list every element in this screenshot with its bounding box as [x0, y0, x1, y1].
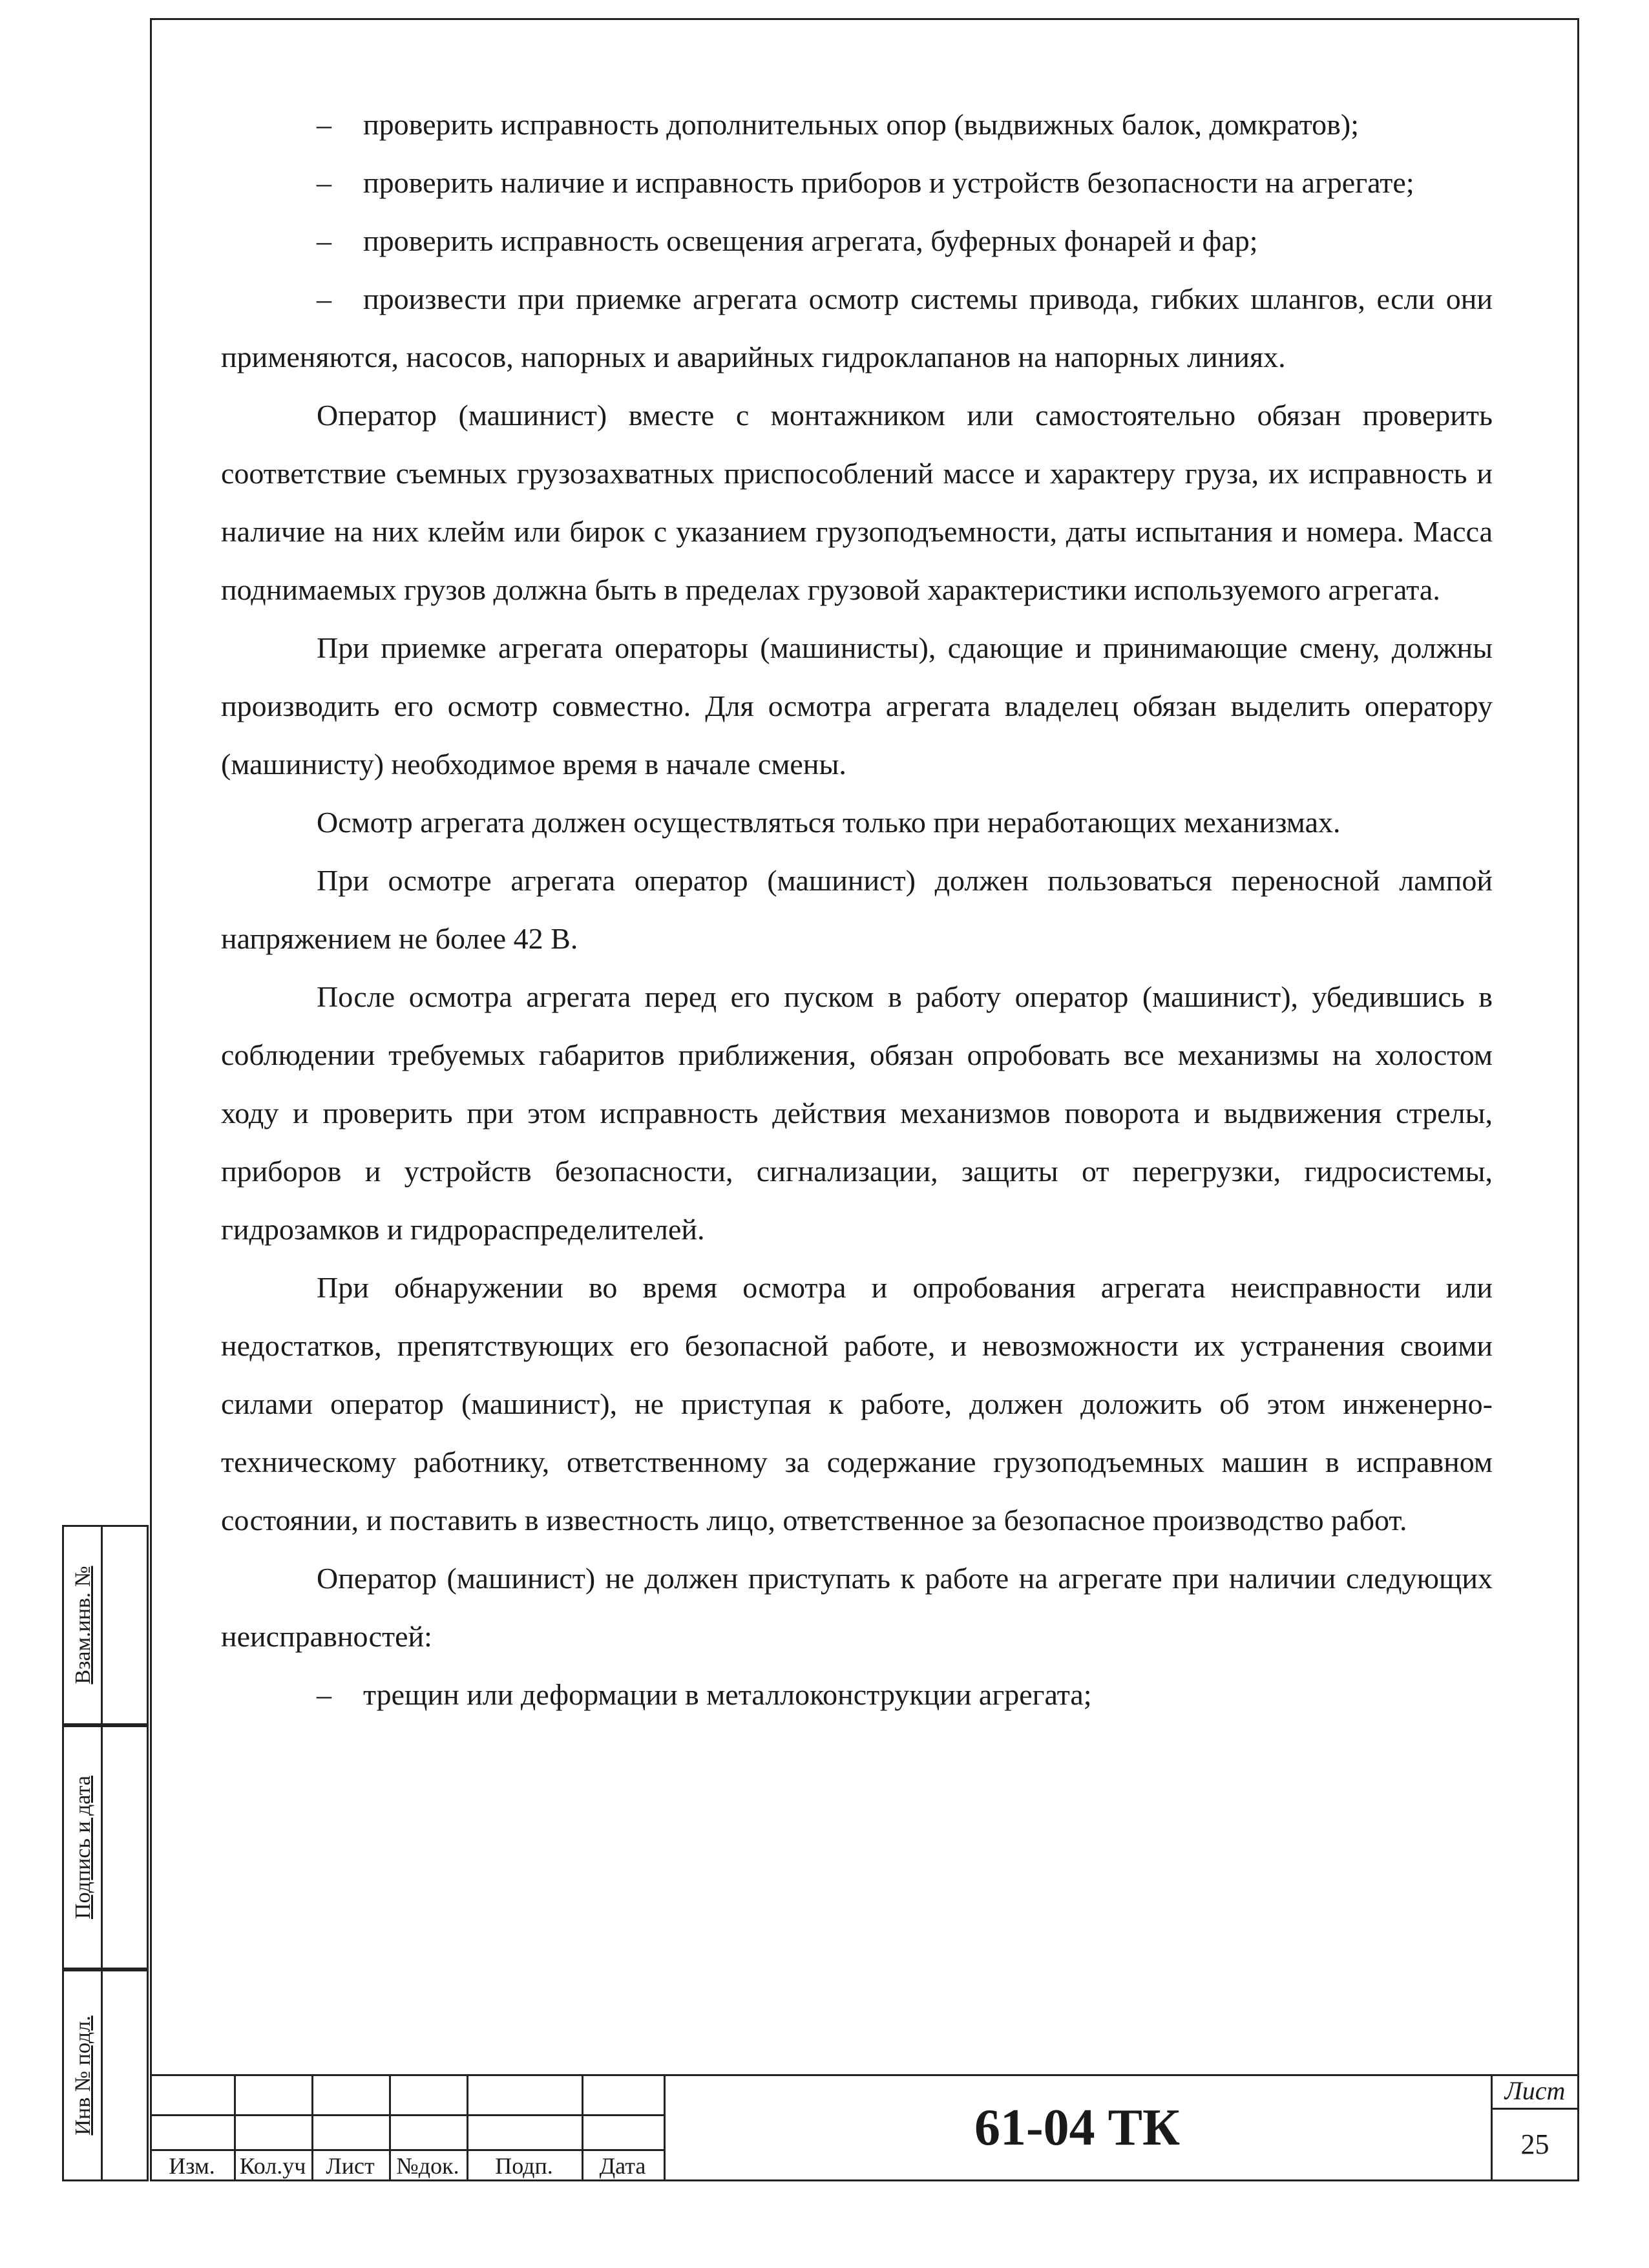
side-label-box — [64, 1971, 103, 2179]
list-item-text: проверить наличие и исправность приборов и устройств безопасности на агрегате; — [363, 166, 1414, 199]
sheet-number: 25 — [1520, 2128, 1549, 2160]
sheet-label: Лист — [1504, 2076, 1566, 2105]
list-item-text: проверить исправность освещения агрегата, буферных фонарей и фар; — [363, 224, 1258, 257]
header-qty: Кол.уч — [239, 2153, 306, 2179]
header-date: Дата — [599, 2153, 646, 2179]
document-body — [221, 96, 1493, 1724]
original-inv-cell — [62, 1969, 149, 2181]
divider — [150, 2114, 664, 2116]
list-item — [221, 270, 1493, 386]
replacement-inv-cell — [62, 1525, 149, 1725]
dash-marker: – — [317, 224, 331, 257]
list-item-text: трещин или деформации в металлоконструкции агрегата; — [363, 1678, 1092, 1711]
paragraph: Осмотр агрегата должен осуществляться только при неработающих механизмах. — [317, 806, 1341, 839]
header-doc-no: №док. — [396, 2153, 459, 2179]
original-inv-label: Инв № подл. — [71, 2015, 95, 2136]
title-block — [150, 2074, 1579, 2181]
dash-marker: – — [317, 166, 331, 199]
list-item — [221, 154, 1493, 212]
list-item-text: проверить исправность дополнительных опор (выдвижных балок, домкратов); — [363, 108, 1359, 141]
margin-strip — [62, 1525, 150, 2181]
list-item — [221, 1666, 1493, 1724]
list-item — [221, 96, 1493, 154]
paragraph: После осмотра агрегата перед его пуском в работу оператор (машинист), убедившись в соблюдении требуемых габаритов приближения, обязан опробовать все механизмы на холостом ходу и проверить при этом исправность действия механизмов поворота и выдвижения стрелы, приборов и устройств безопасности, сигнализации, защиты от перегрузки, гидросистемы, гидрозамков и гидрораспределителей. — [221, 980, 1493, 1246]
dash-marker: – — [317, 282, 331, 315]
signature-date-label: Подпись и дата — [71, 1776, 95, 1919]
paragraph: При приемке агрегата операторы (машинисты), сдающие и принимающие смену, должны производить его осмотр совместно. Для осмотра агрегата владелец обязан выделить оператору (машинисту) необходимое время в начале смены. — [221, 631, 1493, 781]
header-signature: Подп. — [495, 2153, 553, 2179]
paragraph: Оператор (машинист) вместе с монтажником или самостоятельно обязан проверить соответствие съемных грузозахватных приспособлений массе и характеру груза, их исправность и наличие на них клейм или бирок с указанием грузоподъемности, даты испытания и номера. Масса поднимаемых грузов должна быть в пределах грузовой характеристики используемого агрегата. — [221, 399, 1493, 606]
signature-date-cell — [62, 1725, 149, 1969]
document-code: 61-04 ТК — [974, 2099, 1180, 2156]
paragraph: При осмотре агрегата оператор (машинист) должен пользоваться переносной лампой напряжением не более 42 В. — [221, 864, 1493, 955]
replacement-inv-label: Взам.инв. № — [71, 1566, 95, 1685]
paragraph: При обнаружении во время осмотра и опробования агрегата неисправности или недостатков, препятствующих его безопасной работе, и невозможности их устранения своими силами оператор (машинист), не приступая к работе, должен доложить об этом инженерно-техническому работнику, ответственному за содержание грузоподъемных машин в исправном состоянии, и поставить в известность лицо, ответственное за безопасное производство работ. — [221, 1271, 1493, 1537]
header-sheet: Лист — [326, 2153, 375, 2179]
side-label-box — [64, 1727, 103, 1968]
list-item-text: произвести при приемке агрегата осмотр системы привода, гибких шлангов, если они применяются, насосов, напорных и аварийных гидроклапанов на напорных линиях. — [221, 282, 1493, 373]
dash-marker: – — [317, 108, 331, 141]
paragraph: Оператор (машинист) не должен приступать к работе на агрегате при наличии следующих неисправностей: — [221, 1562, 1493, 1653]
dash-marker: – — [317, 1678, 331, 1711]
side-label-box — [64, 1527, 103, 1723]
header-rev: Изм. — [169, 2153, 215, 2179]
list-item — [221, 212, 1493, 270]
